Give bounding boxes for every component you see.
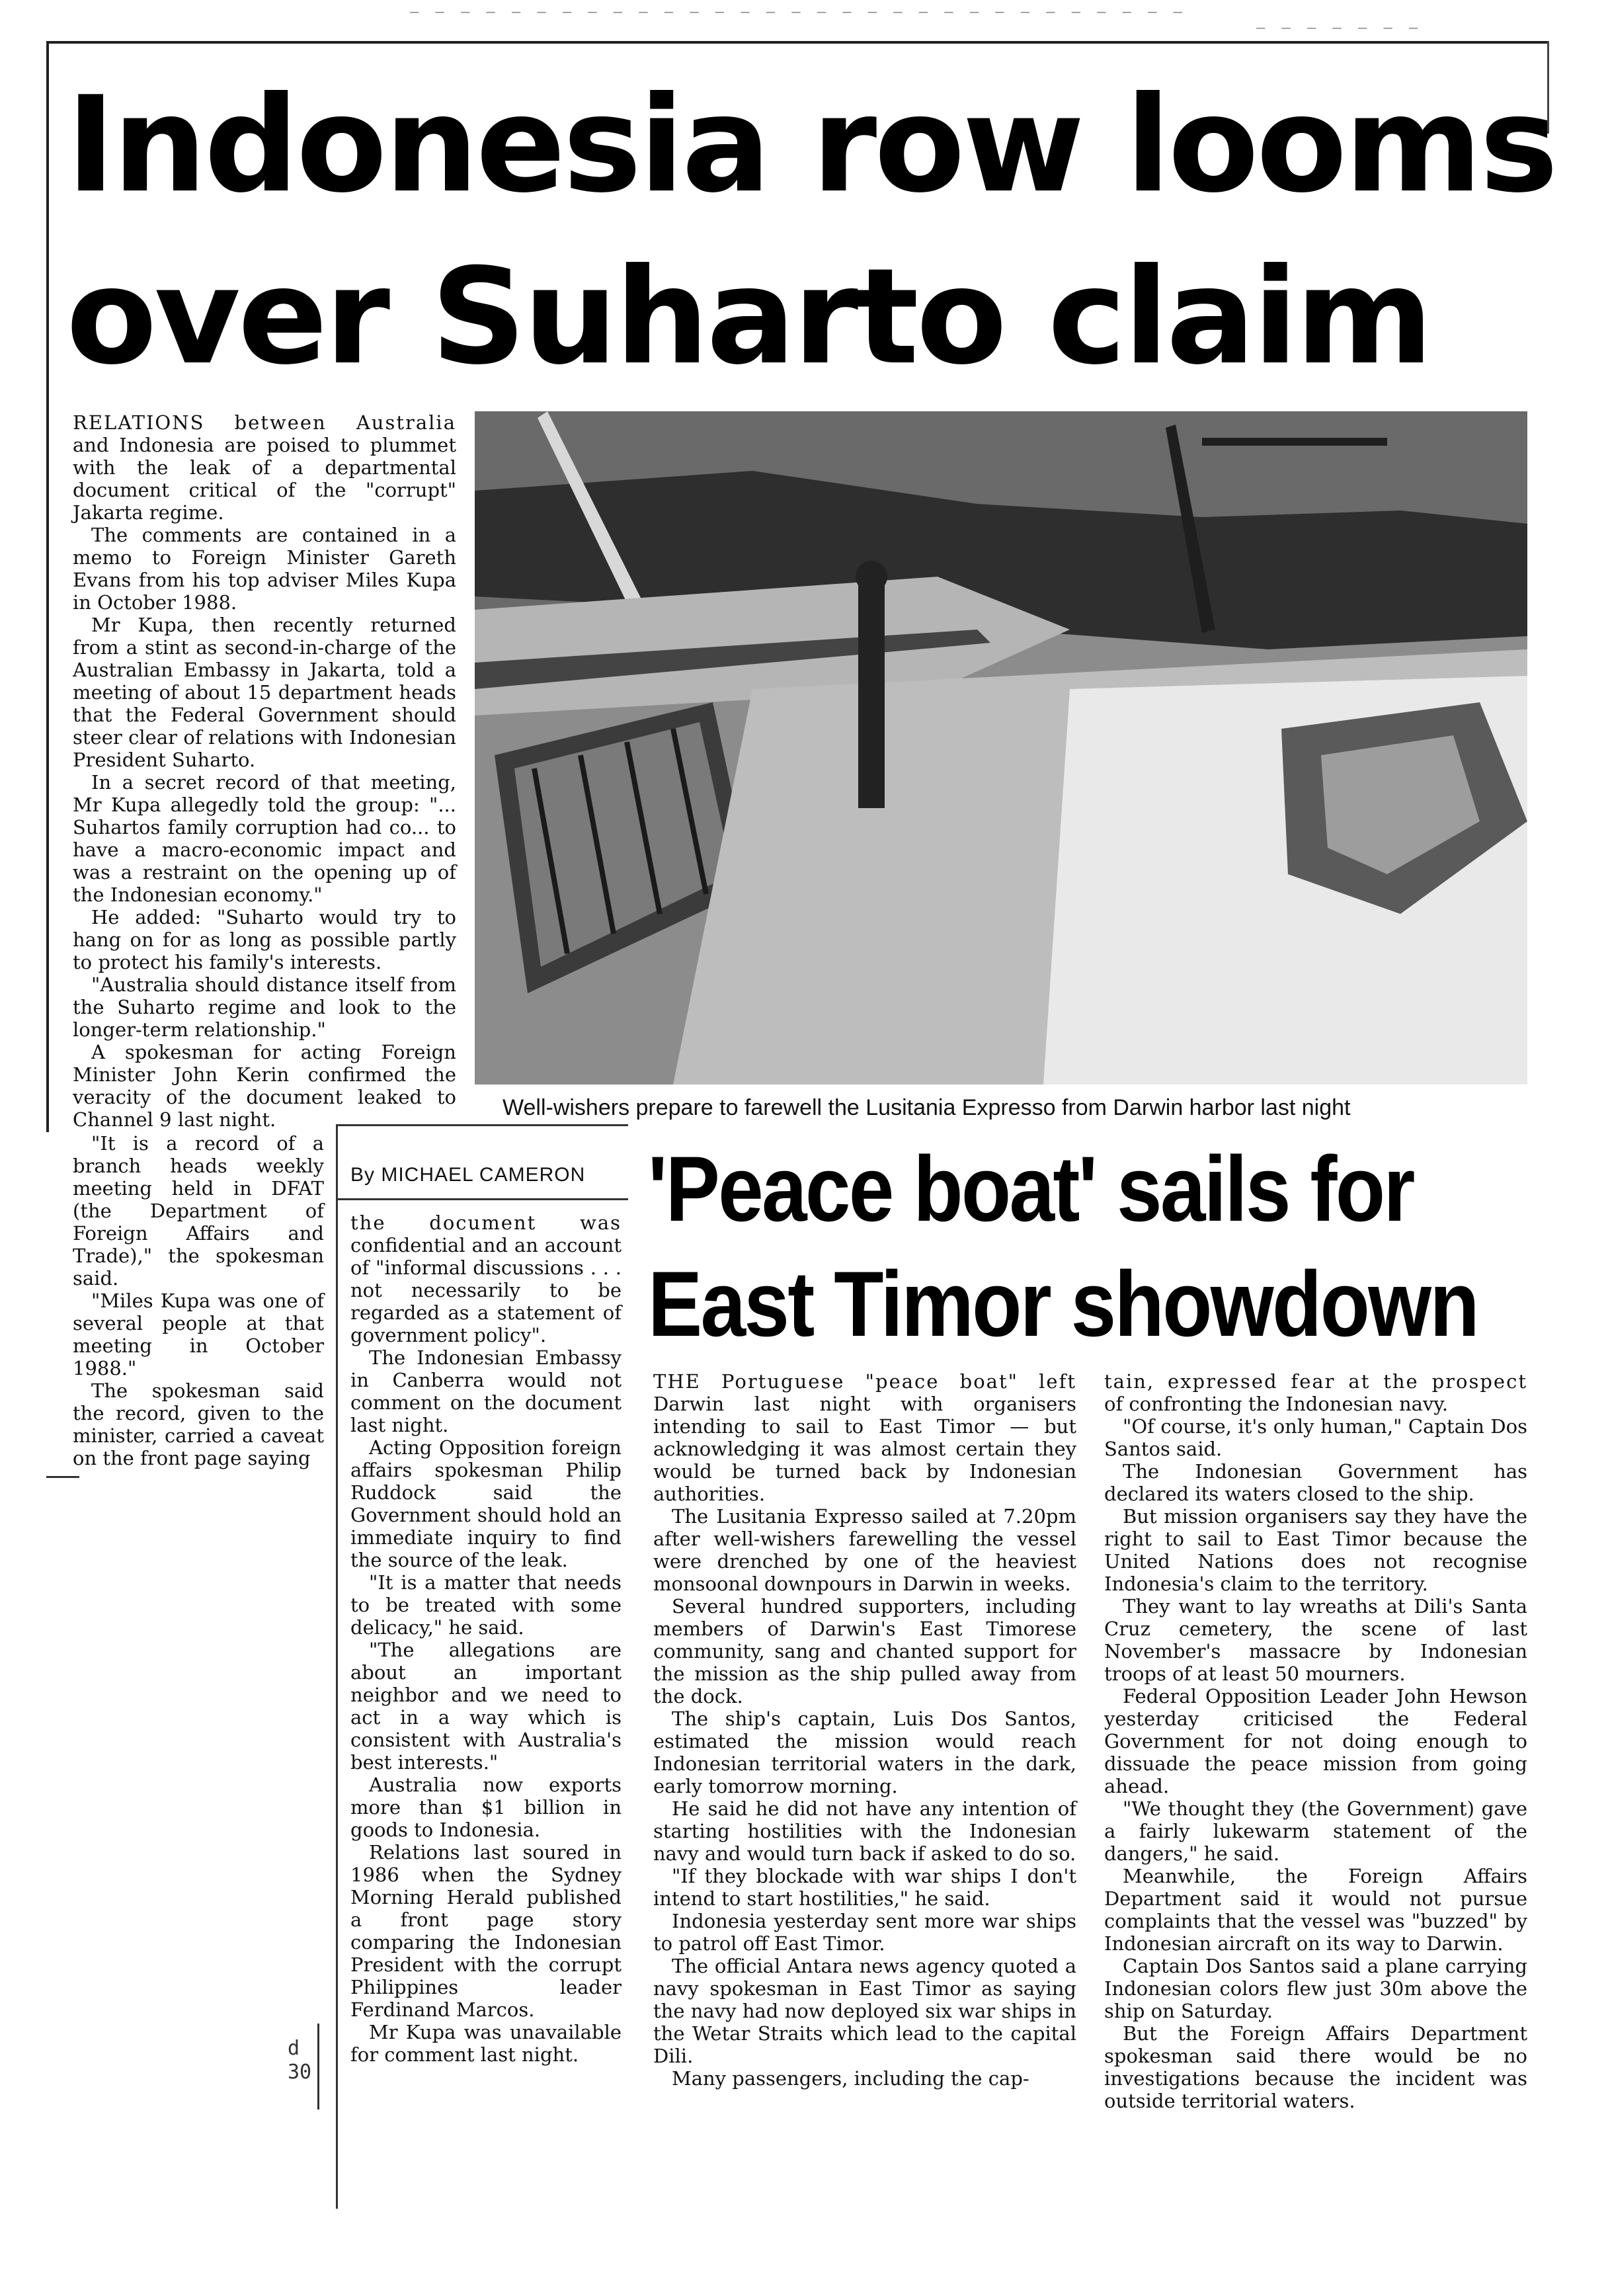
story-paragraph: He said he did not have any intention of starting hostilities with the Indonesian navy and would turn back if asked to do so.: [653, 1797, 1076, 1865]
story-paragraph: A spokesman for acting Foreign Minister John Kerin confirmed the veracity of the document leaked to Channel 9 last night.: [73, 1041, 456, 1131]
clipping-border-left: [46, 41, 49, 1132]
story-paragraph: "If they blockade with war ships I don't intend to start hostilities," he said.: [653, 1865, 1076, 1910]
story-paragraph: Captain Dos Santos said a plane carrying Indonesian colors flew just 30m above the ship on Saturday.: [1104, 1955, 1527, 2022]
story-paragraph: "It is a matter that needs to be treated with some delicacy," he said.: [350, 1571, 622, 1639]
left-story-continued-column: [350, 1211, 622, 2066]
peace-boat-column-1: [653, 1370, 1076, 2090]
story-paragraph: "We thought they (the Government) gave a fairly lukewarm statement of the dangers," he said.: [1104, 1797, 1527, 1865]
story-paragraph: But the Foreign Affairs Department spokesman said there would be no investigations because the incident was outside territorial waters.: [1104, 2022, 1527, 2112]
story-paragraph: The Lusitania Expresso sailed at 7.20pm after well-wishers farewelling the vessel were drenched by one of the heaviest monsoonal downpours in Darwin in weeks.: [653, 1505, 1076, 1595]
story-paragraph: The official Antara news agency quoted a navy spokesman in East Timor as saying the navy had now deployed six war ships in the Wetar Straits which lead to the capital Dili.: [653, 1955, 1076, 2067]
story-paragraph: "It is a record of a branch heads weekly meeting held in DFAT (the Department of Foreign Affairs and Trade)," the spokesman said.: [73, 1132, 324, 1290]
left-story-narrow-column: [73, 1132, 324, 1469]
story-paragraph: "Miles Kupa was one of several people at that meeting in October 1988.": [73, 1290, 324, 1379]
story-paragraph: Many passengers, including the cap-: [672, 2067, 1029, 2090]
story-paragraph: The Indonesian Embassy in Canberra would not comment on the document last night.: [350, 1346, 622, 1436]
story-paragraph: He added: "Suharto would try to hang on for as long as possible partly to protect his family's interests.: [73, 906, 456, 973]
story-paragraph: Mr Kupa was unavailable for comment last night.: [350, 2021, 622, 2066]
photo-caption: Well-wishers prepare to farewell the Lusitania Expresso from Darwin harbor last night: [502, 1095, 1351, 1120]
story-paragraph: Indonesia yesterday sent more war ships to patrol off East Timor.: [653, 1910, 1076, 1955]
story-paragraph: Several hundred supporters, including members of Darwin's East Timorese community, sang and chanted support for the mission as the ship pulled away from the dock.: [653, 1595, 1076, 1707]
peace-boat-column-2: [1104, 1370, 1527, 2112]
story-paragraph: The Indonesian Government has declared its waters closed to the ship.: [1104, 1460, 1527, 1505]
story-paragraph: "The allegations are about an important neighbor and we need to act in a way which is consistent with Australia's best interests.": [350, 1639, 622, 1774]
story-paragraph: The ship's captain, Luis Dos Santos, estimated the mission would reach Indonesian territorial waters in the dark, early tomorrow morning.: [653, 1707, 1076, 1797]
story-paragraph: Australia now exports more than $1 billion in goods to Indonesia.: [350, 1774, 622, 1841]
byline-rule-top: [337, 1124, 628, 1126]
harbor-photo-illustration: [475, 411, 1527, 1085]
clipping-border-top: [46, 41, 1547, 44]
byline-rule-bottom: [337, 1198, 628, 1200]
story-paragraph: But mission organisers say they have the right to sail to East Timor because the United Nations does not recognise Indonesia's claim to the territory.: [1104, 1505, 1527, 1595]
main-headline-line1: Indonesia row looms: [66, 68, 1556, 222]
story-paragraph: Meanwhile, the Foreign Affairs Department said it would not pursue complaints that the vessel was "buzzed" by Indonesian aircraft on its way to Darwin.: [1104, 1865, 1527, 1955]
story-paragraph: "Of course, it's only human," Captain Dos Santos said.: [1104, 1415, 1527, 1460]
peace-boat-headline-line2: East Timor showdown: [648, 1252, 1478, 1356]
story-paragraph: the document was confidential and an account of "informal discussions . . . not necessarily to be regarded as a statement of government policy".: [350, 1211, 622, 1346]
story-paragraph: Mr Kupa, then recently returned from a stint as second-in-charge of the Australian Embassy in Jakarta, told a meeting of about 15 department heads that the Federal Government should steer clear of relations with Indonesian President Suharto.: [73, 614, 456, 771]
story-paragraph: The spokesman said the record, given to the minister, carried a caveat on the front page saying: [73, 1379, 324, 1469]
harbor-photo: [475, 411, 1527, 1085]
story-paragraph: THE Portuguese "peace boat" left Darwin last night with organisers intending to sail to East Timor — but acknowledging it was almost certain they would be turned back by Indonesian authorities.: [653, 1370, 1076, 1505]
story-paragraph: Acting Opposition foreign affairs spokesman Philip Ruddock said the Government should hold an immediate inquiry to find the source of the leak.: [350, 1436, 622, 1571]
story-paragraph: tain, expressed fear at the prospect of confronting the Indonesian navy.: [1104, 1370, 1527, 1415]
handwritten-margin-note: d 30: [288, 2037, 312, 2084]
scan-artifact-top: ‒ ‒ ‒ ‒ ‒ ‒ ‒ ‒ ‒ ‒ ‒ ‒ ‒ ‒ ‒ ‒ ‒ ‒ ‒ ‒ ‒ ‒ ‒ ‒ ‒ ‒ ‒ ‒ ‒ ‒ ‒: [410, 4, 1186, 20]
column-rule-left: [336, 1124, 338, 2209]
story-paragraph: The comments are contained in a memo to Foreign Minister Gareth Evans from his top adviser Miles Kupa in October 1988.: [73, 524, 456, 614]
left-story-wide-column: [73, 411, 456, 1131]
end-mark: [46, 1476, 79, 1478]
scan-artifact-corner: ‒ ‒ ‒ ‒ ‒ ‒ ‒: [1256, 20, 1422, 36]
story-paragraph: Federal Opposition Leader John Hewson yesterday criticised the Federal Government for not doing enough to dissuade the peace mission from going ahead.: [1104, 1685, 1527, 1797]
story-paragraph: They want to lay wreaths at Dili's Santa Cruz cemetery, the scene of last November's massacre by Indonesian troops of at least 50 mourners.: [1104, 1595, 1527, 1685]
story-paragraph: "Australia should distance itself from the Suharto regime and look to the longer-term relationship.": [73, 973, 456, 1041]
story-paragraph: Relations last soured in 1986 when the Sydney Morning Herald published a front page story comparing the Indonesian President with the corrupt Philippines leader Ferdinand Marcos.: [350, 1841, 622, 2021]
story-paragraph: In a secret record of that meeting, Mr Kupa allegedly told the group: "... Suhartos family corruption had co... to have a macro-economic impact and was a restraint on the opening up of the Indonesian economy.": [73, 771, 456, 906]
main-headline-line2: over Suharto claim: [66, 240, 1431, 394]
peace-boat-headline-line1: 'Peace boat' sails for: [648, 1137, 1414, 1241]
margin-mark: [317, 2024, 319, 2110]
byline: By MICHAEL CAMERON: [350, 1164, 586, 1186]
story-paragraph: RELATIONS between Australia and Indonesia are poised to plummet with the leak of a departmental document critical of the "corrupt" Jakarta regime.: [73, 411, 456, 524]
